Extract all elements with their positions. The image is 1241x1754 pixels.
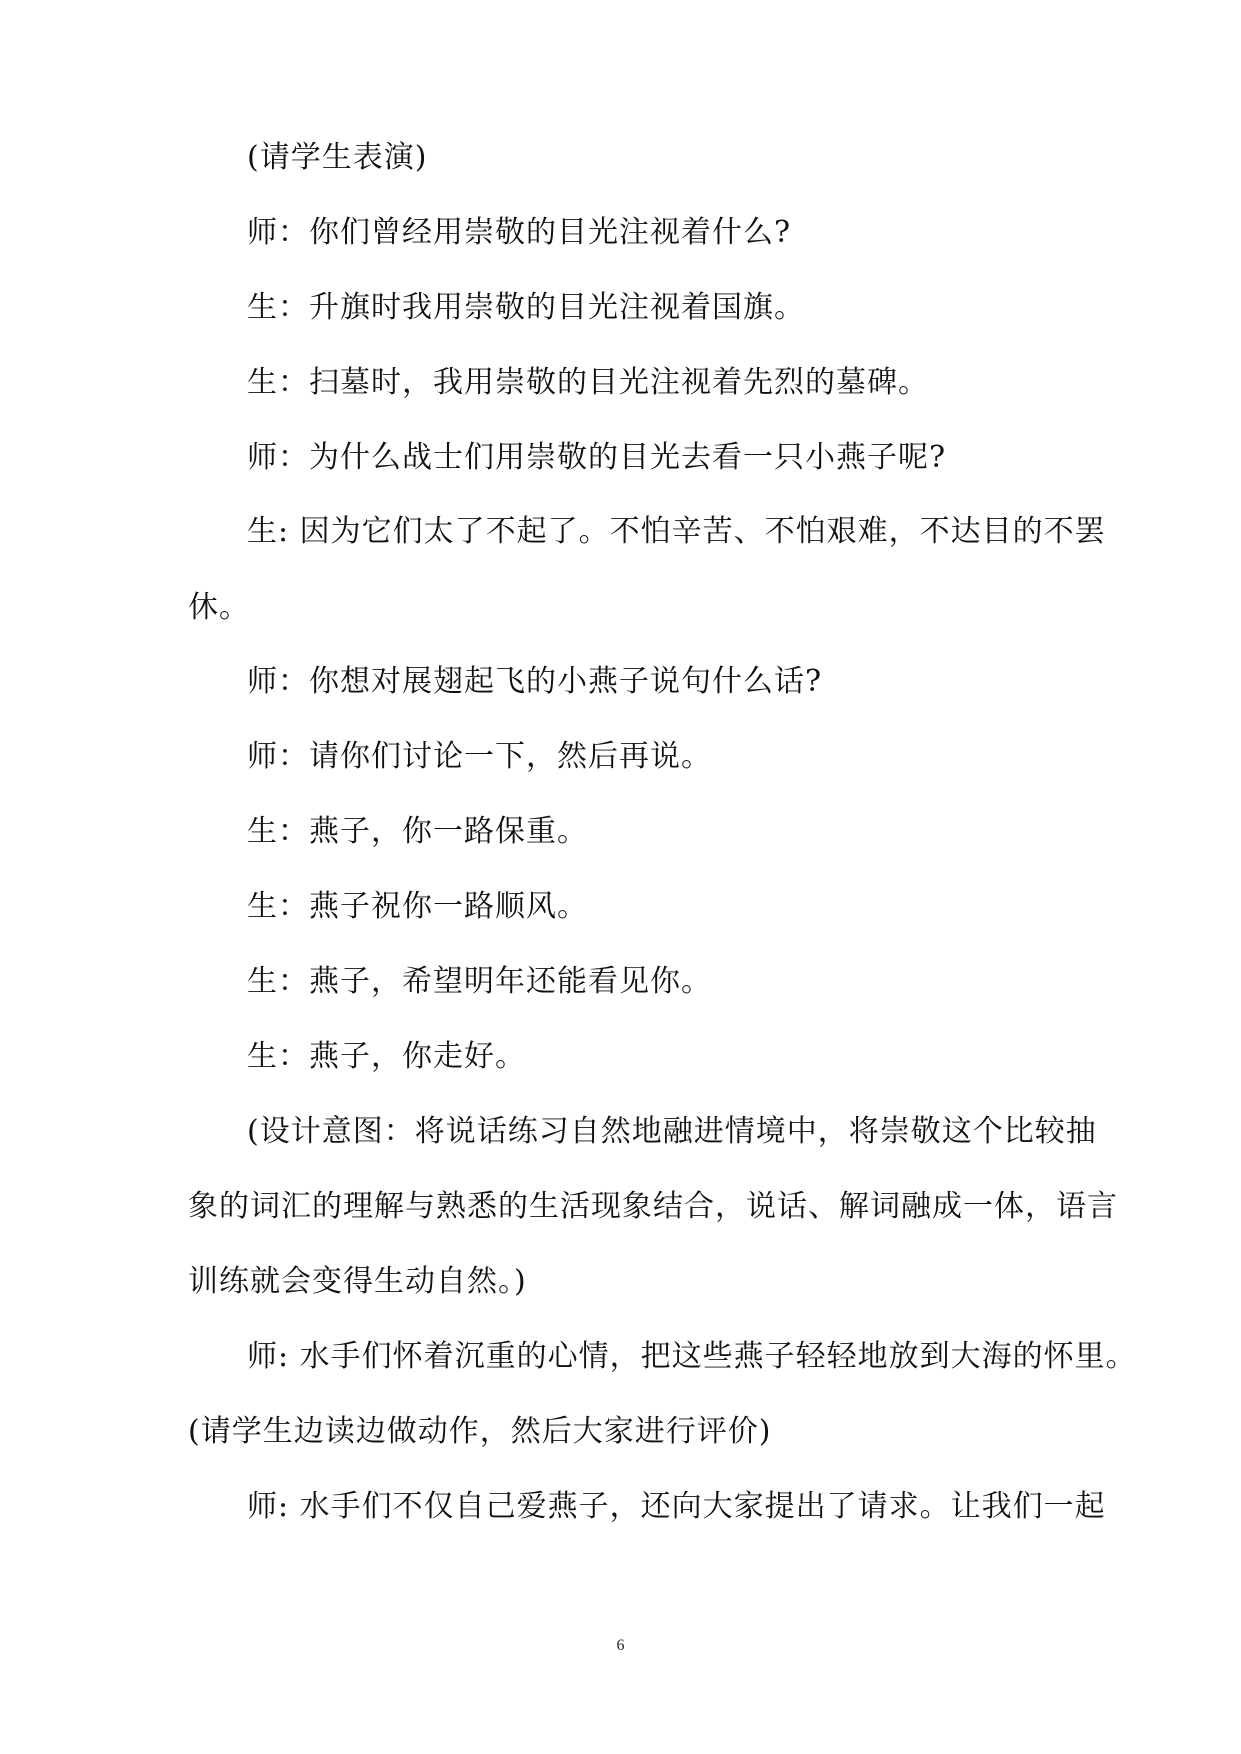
paragraph-line: 训练就会变得生动自然。) bbox=[188, 1264, 527, 1299]
paragraph-line: 象的词汇的理解与熟悉的生活现象结合，说话、解词融成一体，语言 bbox=[188, 1189, 1118, 1224]
paragraph-line: 师：你们曾经用崇敬的目光注视着什么? bbox=[247, 215, 792, 250]
paragraph-line: 师: 水手们不仅自己爱燕子，还向大家提出了请求。让我们一起 bbox=[247, 1489, 1106, 1524]
paragraph-line: (请学生边读边做动作，然后大家进行评价) bbox=[188, 1414, 772, 1449]
paragraph-line: 生：燕子，你一路保重。 bbox=[247, 814, 588, 849]
paragraph-line: (设计意图：将说话练习自然地融进情境中，将崇敬这个比较抽 bbox=[247, 1114, 1097, 1149]
paragraph-line: 生：升旗时我用崇敬的目光注视着国旗。 bbox=[247, 290, 805, 325]
paragraph-line: 生: 因为它们太了不起了。不怕辛苦、不怕艰难，不达目的不罢 bbox=[247, 514, 1106, 549]
paragraph-line: 师: 水手们怀着沉重的心情，把这些燕子轻轻地放到大海的怀里。 bbox=[247, 1339, 1137, 1374]
paragraph-line: 生：燕子，希望明年还能看见你。 bbox=[247, 964, 712, 999]
paragraph-line: (请学生表演) bbox=[247, 140, 428, 175]
paragraph-line: 师：请你们讨论一下，然后再说。 bbox=[247, 739, 712, 774]
paragraph-line: 生：扫墓时，我用崇敬的目光注视着先烈的墓碑。 bbox=[247, 365, 929, 400]
paragraph-line: 生：燕子祝你一路顺风。 bbox=[247, 889, 588, 924]
paragraph-line: 休。 bbox=[188, 590, 250, 625]
paragraph-line: 师：为什么战士们用崇敬的目光去看一只小燕子呢? bbox=[247, 440, 947, 475]
paragraph-line: 师：你想对展翅起飞的小燕子说句什么话? bbox=[247, 664, 823, 699]
page-number: 6 bbox=[616, 1637, 625, 1654]
paragraph-line: 生：燕子，你走好。 bbox=[247, 1039, 526, 1074]
